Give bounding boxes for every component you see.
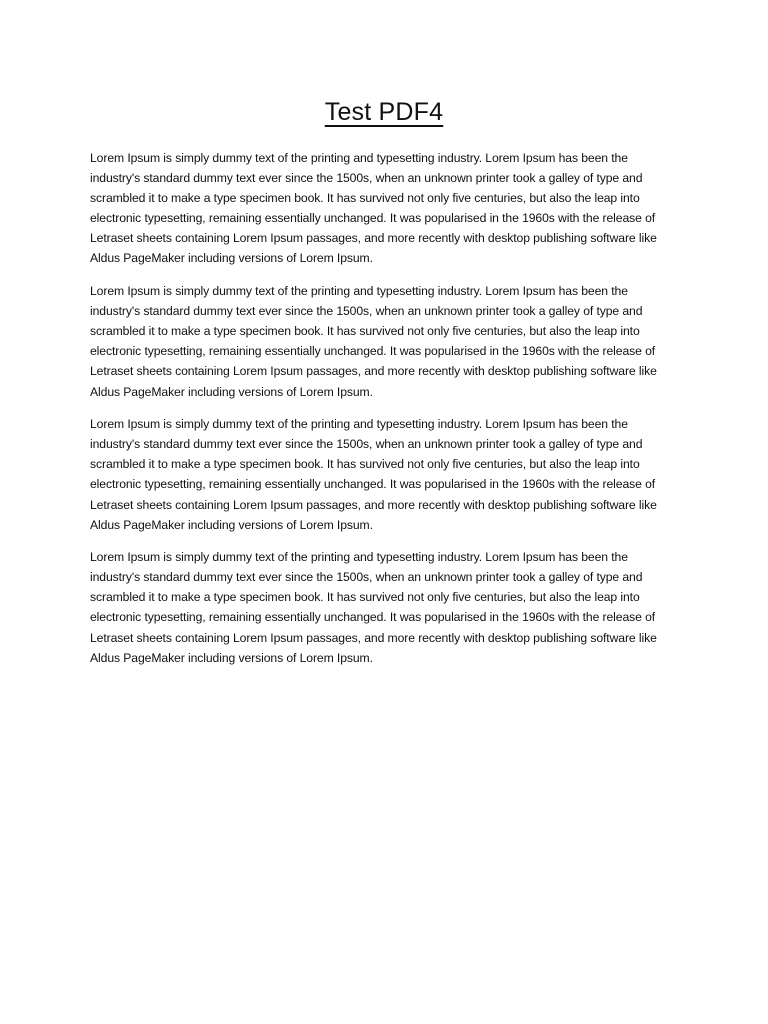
paragraph-1: Lorem Ipsum is simply dummy text of the printing and typesetting industry. Lorem Ipsum has been the industry's standard dummy text ever since the 1500s, when an unknown printer took a galley of type and scrambled it to make a type specimen book. It has survived not only five centuries, but also the leap into electronic typesetting, remaining essentially unchanged. It was popularised in the 1960s with the release of Letraset sheets containing Lorem Ipsum passages, and more recently with desktop publishing software like Aldus PageMaker including versions of Lorem Ipsum. (90, 151, 657, 266)
document-title (0, 96, 768, 128)
document-body (90, 148, 680, 680)
paragraph-2: Lorem Ipsum is simply dummy text of the printing and typesetting industry. Lorem Ipsum has been the industry's standard dummy text ever since the 1500s, when an unknown printer took a galley of type and scrambled it to make a type specimen book. It has survived not only five centuries, but also the leap into electronic typesetting, remaining essentially unchanged. It was popularised in the 1960s with the release of Letraset sheets containing Lorem Ipsum passages, and more recently with desktop publishing software like Aldus PageMaker including versions of Lorem Ipsum. (90, 284, 657, 399)
document-title-text: Test PDF4 (324, 98, 444, 126)
paragraph-3: Lorem Ipsum is simply dummy text of the printing and typesetting industry. Lorem Ipsum has been the industry's standard dummy text ever since the 1500s, when an unknown printer took a galley of type and scrambled it to make a type specimen book. It has survived not only five centuries, but also the leap into electronic typesetting, remaining essentially unchanged. It was popularised in the 1960s with the release of Letraset sheets containing Lorem Ipsum passages, and more recently with desktop publishing software like Aldus PageMaker including versions of Lorem Ipsum. (90, 417, 657, 532)
paragraph-4: Lorem Ipsum is simply dummy text of the printing and typesetting industry. Lorem Ipsum has been the industry's standard dummy text ever since the 1500s, when an unknown printer took a galley of type and scrambled it to make a type specimen book. It has survived not only five centuries, but also the leap into electronic typesetting, remaining essentially unchanged. It was popularised in the 1960s with the release of Letraset sheets containing Lorem Ipsum passages, and more recently with desktop publishing software like Aldus PageMaker including versions of Lorem Ipsum. (90, 550, 657, 665)
